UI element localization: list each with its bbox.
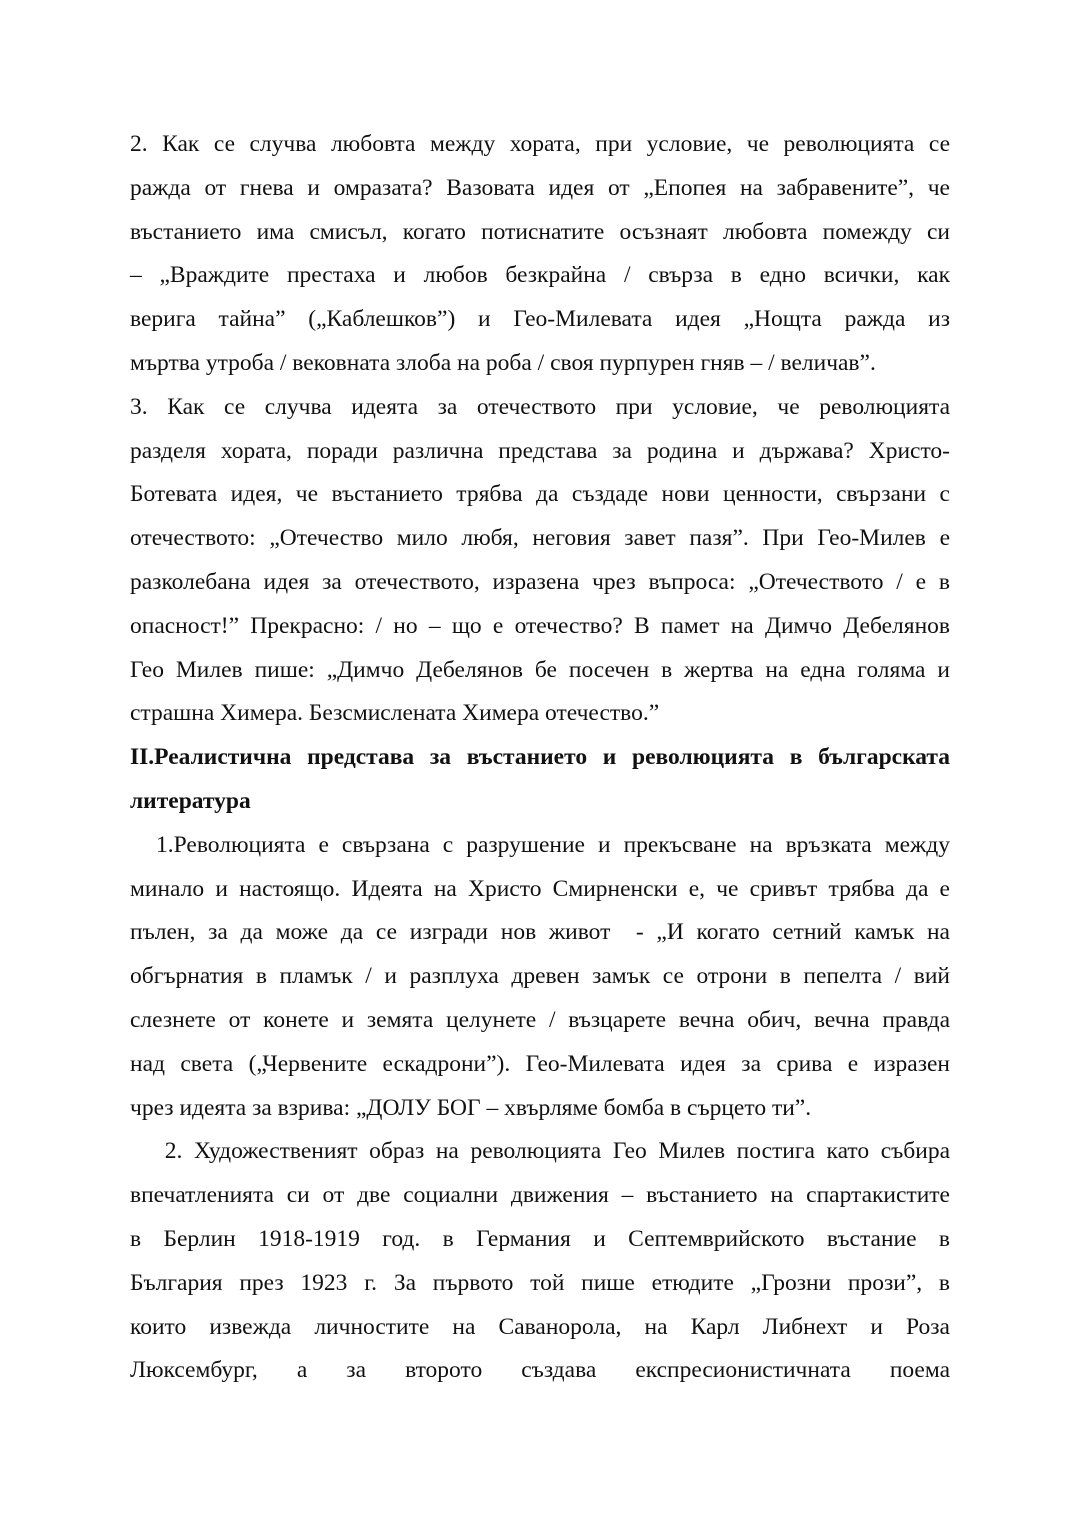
paragraph-line: обгърнатия в пламък / и разплуха древен замък се отрони в пепелта / вий: [130, 963, 950, 990]
paragraph-line: 1.Революцията е свързана с разрушение и прекъсване на връзката между: [130, 831, 950, 858]
paragraph-line: ражда от гнева и омразата? Вазовата идея от „Епопея на забравените”, че: [130, 174, 950, 201]
paragraph-line: – „Враждите престаха и любов безкрайна / свърза в едно всички, как: [130, 262, 950, 289]
paragraph-line: в Берлин 1918-1919 год. в Германия и Септемврийското въстание в: [130, 1225, 950, 1252]
paragraph-line: над света („Червените ескадрони”). Гео-Милевата идея за срива е изразен: [130, 1050, 950, 1077]
paragraph-line: верига тайна” („Каблешков”) и Гео-Милевата идея „Нощта ражда из: [130, 306, 950, 333]
paragraph-line: чрез идеята за взрива: „ДОЛУ БОГ – хвърляме бомба в сърцето ти”.: [130, 1094, 812, 1121]
paragraph-line: които извежда личностите на Саванорола, на Карл Либнехт и Роза: [130, 1313, 950, 1340]
paragraph-line: слезнете от конете и земята целунете / възцарете вечна обич, вечна правда: [130, 1006, 950, 1033]
paragraph-line: впечатленията си от две социални движения – въстанието на спартакистите: [130, 1182, 950, 1209]
paragraph-line: минало и настоящо. Идеята на Христо Смирненски е, че сривът трябва да е: [130, 875, 950, 902]
paragraph-line: страшна Химера. Безсмислената Химера отечество.”: [130, 700, 660, 727]
paragraph-line: Ботевата идея, че въстанието трябва да създаде нови ценности, свързани с: [130, 481, 950, 508]
paragraph-line: отечеството: „Отечество мило любя, неговия завет пазя”. При Гео-Милев е: [130, 525, 950, 552]
paragraph-line: 2. Художественият образ на революцията Гео Милев постига като събира: [130, 1138, 950, 1165]
paragraph-line: 3. Как се случва идеята за отечеството при условие, че революцията: [130, 393, 950, 420]
paragraph-line: България през 1923 г. За първото той пише етюдите „Грозни прози”, в: [130, 1269, 950, 1296]
paragraph-line: разколебана идея за отечеството, изразена чрез въпроса: „Отечеството / е в: [130, 568, 950, 595]
paragraph-line: Люксембург, а за второто създава експресионистичната поема: [130, 1357, 950, 1384]
document-body: [130, 123, 950, 1393]
section-heading-line: II.Реалистична представа за въстанието и революцията в българската: [130, 744, 950, 771]
paragraph-line: опасност!” Прекрасно: / но – що е отечество? В памет на Димчо Дебелянов: [130, 612, 950, 639]
paragraph-line: Гео Милев пише: „Димчо Дебелянов бе посечен в жертва на една голяма и: [130, 656, 950, 683]
paragraph-line: разделя хората, поради различна представа за родина и държава? Христо-: [130, 437, 950, 464]
paragraph-line: мъртва утроба / вековната злоба на роба / своя пурпурен гняв – / величав”.: [130, 349, 876, 376]
paragraph-line: 2. Как се случва любовта между хората, при условие, че революцията се: [130, 131, 950, 157]
section-heading-line: литература: [130, 787, 251, 814]
paragraph-line: пълен, за да може да се изгради нов живот - „И когато сетний камък на: [130, 919, 950, 946]
paragraph-line: въстанието има смисъл, когато потиснатите осъзнаят любовта помежду си: [130, 218, 950, 245]
